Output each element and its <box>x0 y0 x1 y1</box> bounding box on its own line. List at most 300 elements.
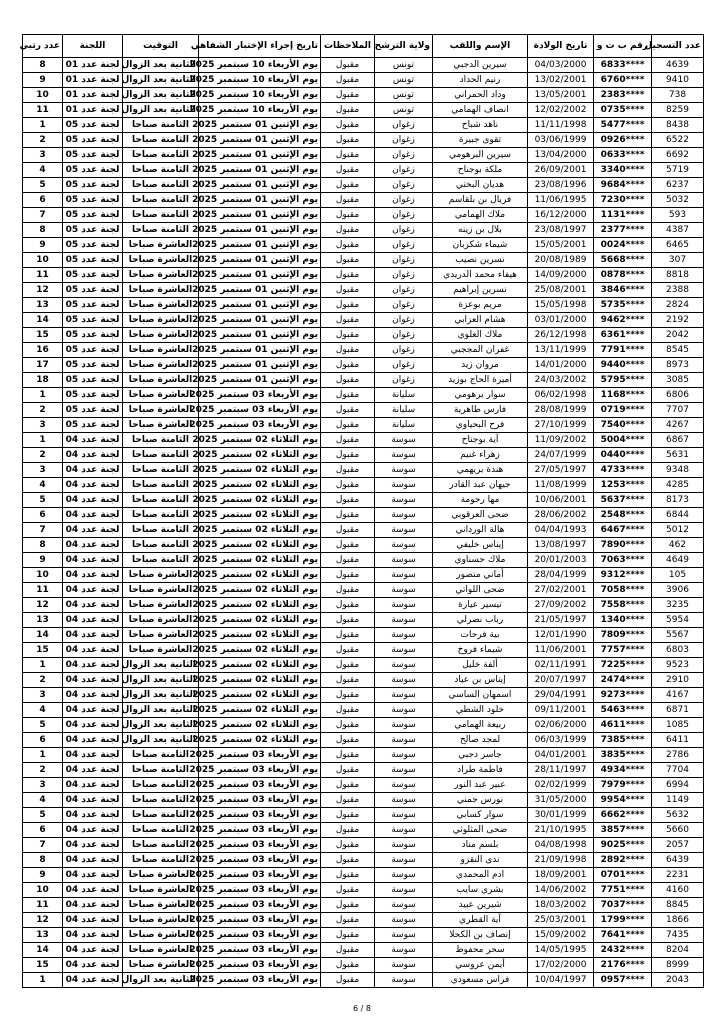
registration-number-cell: 8999 <box>652 958 704 973</box>
full-name-cell: شيماء شكربان <box>433 238 528 253</box>
rank-cell: 15 <box>23 643 63 658</box>
notes-cell: مقبول <box>321 118 375 133</box>
committee-cell: لجنة عدد 04 <box>63 643 123 658</box>
time-cell: الثامنة صباحا <box>123 523 199 538</box>
committee-cell: لجنة عدد 04 <box>63 703 123 718</box>
registration-number-cell: 105 <box>652 568 704 583</box>
full-name-cell: ملاك العلوي <box>433 328 528 343</box>
committee-cell: لجنة عدد 04 <box>63 688 123 703</box>
committee-cell: لجنة عدد 05 <box>63 418 123 433</box>
table-row <box>23 703 704 718</box>
birth-date-cell: 14/06/2002 <box>528 883 594 898</box>
registration-number-cell: 6465 <box>652 238 704 253</box>
governorate-cell: زغوان <box>375 313 433 328</box>
notes-cell: مقبول <box>321 358 375 373</box>
notes-cell: مقبول <box>321 208 375 223</box>
full-name-cell: مروان زيد <box>433 358 528 373</box>
governorate-cell: سوسة <box>375 643 433 658</box>
time-cell: الثامنة صباحا <box>123 838 199 853</box>
rank-cell: 10 <box>23 88 63 103</box>
governorate-cell: زغوان <box>375 268 433 283</box>
table-row <box>23 403 704 418</box>
full-name-cell: لمجد صالح <box>433 733 528 748</box>
rank-cell: 2 <box>23 403 63 418</box>
exam-date-cell: يوم الثلاثاء 02 سبتمبر 2025 <box>199 703 321 718</box>
committee-cell: لجنة عدد 04 <box>63 463 123 478</box>
committee-cell: لجنة عدد 01 <box>63 88 123 103</box>
id-number-cell: 7757**** <box>594 643 652 658</box>
time-cell: العاشرة صباحا <box>123 253 199 268</box>
committee-cell: لجنة عدد 05 <box>63 313 123 328</box>
registration-number-cell: 462 <box>652 538 704 553</box>
table-row <box>23 613 704 628</box>
exam-date-cell: يوم الثلاثاء 02 سبتمبر 2025 <box>199 478 321 493</box>
time-cell: الثانية بعد الزوال <box>123 718 199 733</box>
registration-number-cell: 593 <box>652 208 704 223</box>
table-row <box>23 253 704 268</box>
exam-date-cell: يوم الإثنين 01 سبتمبر 2025 <box>199 298 321 313</box>
id-number-cell: 5637**** <box>594 493 652 508</box>
birth-date-cell: 28/06/2002 <box>528 508 594 523</box>
birth-date-cell: 18/03/2002 <box>528 898 594 913</box>
governorate-cell: سوسة <box>375 613 433 628</box>
exam-date-cell: يوم الإثنين 01 سبتمبر 2025 <box>199 268 321 283</box>
registration-number-cell: 8204 <box>652 943 704 958</box>
exam-date-cell: يوم الإثنين 01 سبتمبر 2025 <box>199 223 321 238</box>
governorate-cell: زغوان <box>375 193 433 208</box>
exam-date-cell: يوم الأربعاء 03 سبتمبر 2025 <box>199 853 321 868</box>
birth-date-cell: 27/02/2001 <box>528 583 594 598</box>
exam-date-cell: يوم الأربعاء 03 سبتمبر 2025 <box>199 868 321 883</box>
birth-date-cell: 04/04/1993 <box>528 523 594 538</box>
id-number-cell: 5477**** <box>594 118 652 133</box>
governorate-cell: سوسة <box>375 538 433 553</box>
registration-number-cell: 8845 <box>652 898 704 913</box>
registration-number-cell: 6871 <box>652 703 704 718</box>
birth-date-cell: 04/01/2001 <box>528 748 594 763</box>
committee-cell: لجنة عدد 05 <box>63 328 123 343</box>
registration-number-cell: 4285 <box>652 478 704 493</box>
time-cell: الثامنة صباحا <box>123 778 199 793</box>
birth-date-cell: 25/08/2001 <box>528 283 594 298</box>
rank-cell: 4 <box>23 793 63 808</box>
table-row <box>23 208 704 223</box>
birth-date-cell: 13/02/2001 <box>528 73 594 88</box>
full-name-cell: هندة بريهمي <box>433 463 528 478</box>
table-row <box>23 898 704 913</box>
governorate-cell: سليانة <box>375 388 433 403</box>
notes-cell: مقبول <box>321 508 375 523</box>
committee-cell: لجنة عدد 04 <box>63 913 123 928</box>
exam-date-cell: يوم الثلاثاء 02 سبتمبر 2025 <box>199 493 321 508</box>
exam-date-cell: يوم الأربعاء 03 سبتمبر 2025 <box>199 388 321 403</box>
id-number-cell: 0735**** <box>594 103 652 118</box>
id-number-cell: 9273**** <box>594 688 652 703</box>
committee-cell: لجنة عدد 04 <box>63 523 123 538</box>
governorate-cell: سوسة <box>375 493 433 508</box>
exam-date-cell: يوم الأربعاء 03 سبتمبر 2025 <box>199 883 321 898</box>
committee-cell: لجنة عدد 04 <box>63 793 123 808</box>
rank-cell: 12 <box>23 598 63 613</box>
exam-date-cell: يوم الإثنين 01 سبتمبر 2025 <box>199 313 321 328</box>
notes-cell: مقبول <box>321 553 375 568</box>
rank-cell: 1 <box>23 388 63 403</box>
notes-cell: مقبول <box>321 913 375 928</box>
full-name-cell: فراس مسعودي <box>433 973 528 988</box>
notes-cell: مقبول <box>321 238 375 253</box>
committee-cell: لجنة عدد 04 <box>63 958 123 973</box>
governorate-cell: تونس <box>375 88 433 103</box>
exam-date-cell: يوم الثلاثاء 02 سبتمبر 2025 <box>199 643 321 658</box>
full-name-cell: سوار كسابي <box>433 808 528 823</box>
time-cell: العاشرة صباحا <box>123 598 199 613</box>
table-row <box>23 973 704 988</box>
committee-cell: لجنة عدد 04 <box>63 853 123 868</box>
registration-number-cell: 2192 <box>652 313 704 328</box>
id-number-cell: 3857**** <box>594 823 652 838</box>
table-row <box>23 763 704 778</box>
birth-date-cell: 06/03/1999 <box>528 733 594 748</box>
time-cell: الثانية بعد الزوال <box>123 88 199 103</box>
governorate-cell: سوسة <box>375 553 433 568</box>
exam-date-cell: يوم الثلاثاء 02 سبتمبر 2025 <box>199 658 321 673</box>
full-name-cell: مريم بوعزة <box>433 298 528 313</box>
rank-cell: 11 <box>23 103 63 118</box>
registration-number-cell: 2043 <box>652 973 704 988</box>
time-cell: العاشرة صباحا <box>123 388 199 403</box>
registration-number-cell: 6522 <box>652 133 704 148</box>
notes-cell: مقبول <box>321 583 375 598</box>
full-name-cell: اسمهان الساسي <box>433 688 528 703</box>
header-full-name: الإسم واللقب <box>433 35 528 58</box>
exam-date-cell: يوم الأربعاء 03 سبتمبر 2025 <box>199 958 321 973</box>
exam-date-cell: يوم الأربعاء 03 سبتمبر 2025 <box>199 418 321 433</box>
time-cell: العاشرة صباحا <box>123 898 199 913</box>
time-cell: العاشرة صباحا <box>123 583 199 598</box>
id-number-cell: 0878**** <box>594 268 652 283</box>
registration-number-cell: 8259 <box>652 103 704 118</box>
birth-date-cell: 21/09/1998 <box>528 853 594 868</box>
birth-date-cell: 12/02/2002 <box>528 103 594 118</box>
time-cell: العاشرة صباحا <box>123 643 199 658</box>
notes-cell: مقبول <box>321 133 375 148</box>
notes-cell: مقبول <box>321 493 375 508</box>
notes-cell: مقبول <box>321 178 375 193</box>
full-name-cell: بية فرحات <box>433 628 528 643</box>
time-cell: الثانية بعد الزوال <box>123 103 199 118</box>
rank-cell: 2 <box>23 673 63 688</box>
notes-cell: مقبول <box>321 943 375 958</box>
birth-date-cell: 21/05/1997 <box>528 613 594 628</box>
committee-cell: لجنة عدد 04 <box>63 538 123 553</box>
committee-cell: لجنة عدد 04 <box>63 763 123 778</box>
time-cell: العاشرة صباحا <box>123 913 199 928</box>
committee-cell: لجنة عدد 05 <box>63 178 123 193</box>
governorate-cell: زغوان <box>375 283 433 298</box>
id-number-cell: 6760**** <box>594 73 652 88</box>
full-name-cell: سوار برهومي <box>433 388 528 403</box>
full-name-cell: هشام العزابي <box>433 313 528 328</box>
time-cell: الثامنة صباحا <box>123 448 199 463</box>
rank-cell: 6 <box>23 193 63 208</box>
registration-number-cell: 4639 <box>652 58 704 73</box>
notes-cell: مقبول <box>321 253 375 268</box>
governorate-cell: زغوان <box>375 298 433 313</box>
rank-cell: 5 <box>23 808 63 823</box>
table-row <box>23 673 704 688</box>
exam-date-cell: يوم الثلاثاء 02 سبتمبر 2025 <box>199 538 321 553</box>
exam-date-cell: يوم الإثنين 01 سبتمبر 2025 <box>199 193 321 208</box>
committee-cell: لجنة عدد 05 <box>63 208 123 223</box>
table-row <box>23 598 704 613</box>
notes-cell: مقبول <box>321 223 375 238</box>
rank-cell: 6 <box>23 508 63 523</box>
exam-date-cell: يوم الإثنين 01 سبتمبر 2025 <box>199 358 321 373</box>
id-number-cell: 7890**** <box>594 538 652 553</box>
committee-cell: لجنة عدد 04 <box>63 553 123 568</box>
registration-number-cell: 5719 <box>652 163 704 178</box>
rank-cell: 11 <box>23 898 63 913</box>
table-row <box>23 358 704 373</box>
notes-cell: مقبول <box>321 388 375 403</box>
governorate-cell: سوسة <box>375 898 433 913</box>
id-number-cell: 1799**** <box>594 913 652 928</box>
notes-cell: مقبول <box>321 838 375 853</box>
governorate-cell: تونس <box>375 73 433 88</box>
time-cell: العاشرة صباحا <box>123 958 199 973</box>
time-cell: الثانية بعد الزوال <box>123 73 199 88</box>
registration-number-cell: 2786 <box>652 748 704 763</box>
exam-date-cell: يوم الأربعاء 10 سبتمبر 2025 <box>199 58 321 73</box>
full-name-cell: وداد الحمراني <box>433 88 528 103</box>
notes-cell: مقبول <box>321 463 375 478</box>
id-number-cell: 2383**** <box>594 88 652 103</box>
time-cell: الثامنة صباحا <box>123 163 199 178</box>
id-number-cell: 0701**** <box>594 868 652 883</box>
notes-cell: مقبول <box>321 448 375 463</box>
committee-cell: لجنة عدد 01 <box>63 58 123 73</box>
birth-date-cell: 11/08/1999 <box>528 478 594 493</box>
exam-date-cell: يوم الأربعاء 03 سبتمبر 2025 <box>199 793 321 808</box>
full-name-cell: غفران المججبي <box>433 343 528 358</box>
committee-cell: لجنة عدد 04 <box>63 568 123 583</box>
rank-cell: 16 <box>23 343 63 358</box>
time-cell: العاشرة صباحا <box>123 868 199 883</box>
birth-date-cell: 28/04/1999 <box>528 568 594 583</box>
notes-cell: مقبول <box>321 328 375 343</box>
committee-cell: لجنة عدد 01 <box>63 103 123 118</box>
birth-date-cell: 13/11/1999 <box>528 343 594 358</box>
notes-cell: مقبول <box>321 58 375 73</box>
id-number-cell: 7230**** <box>594 193 652 208</box>
id-number-cell: 0719**** <box>594 403 652 418</box>
id-number-cell: 5668**** <box>594 253 652 268</box>
table-header-row <box>23 35 704 58</box>
committee-cell: لجنة عدد 01 <box>63 73 123 88</box>
full-name-cell: أماني منصور <box>433 568 528 583</box>
committee-cell: لجنة عدد 05 <box>63 343 123 358</box>
exam-date-cell: يوم الثلاثاء 02 سبتمبر 2025 <box>199 733 321 748</box>
header-birth-date: تاريخ الولادة <box>528 35 594 58</box>
id-number-cell: 5004**** <box>594 433 652 448</box>
id-number-cell: 6467**** <box>594 523 652 538</box>
registration-number-cell: 5032 <box>652 193 704 208</box>
id-number-cell: 6662**** <box>594 808 652 823</box>
committee-cell: لجنة عدد 04 <box>63 943 123 958</box>
birth-date-cell: 11/11/1998 <box>528 118 594 133</box>
registration-number-cell: 6867 <box>652 433 704 448</box>
birth-date-cell: 11/06/1995 <box>528 193 594 208</box>
committee-cell: لجنة عدد 04 <box>63 898 123 913</box>
birth-date-cell: 24/07/1999 <box>528 448 594 463</box>
governorate-cell: سوسة <box>375 943 433 958</box>
registration-number-cell: 5631 <box>652 448 704 463</box>
id-number-cell: 9440**** <box>594 358 652 373</box>
id-number-cell: 7558**** <box>594 598 652 613</box>
governorate-cell: سوسة <box>375 868 433 883</box>
full-name-cell: مها رحومة <box>433 493 528 508</box>
governorate-cell: سوسة <box>375 523 433 538</box>
id-number-cell: 7063**** <box>594 553 652 568</box>
full-name-cell: جاسر دجبي <box>433 748 528 763</box>
exam-date-cell: يوم الأربعاء 03 سبتمبر 2025 <box>199 763 321 778</box>
rank-cell: 9 <box>23 553 63 568</box>
exam-date-cell: يوم الثلاثاء 02 سبتمبر 2025 <box>199 508 321 523</box>
notes-cell: مقبول <box>321 538 375 553</box>
full-name-cell: سيرين البرهومي <box>433 148 528 163</box>
birth-date-cell: 13/05/2001 <box>528 88 594 103</box>
full-name-cell: ملكة بوجناح <box>433 163 528 178</box>
header-notes: الملاحظات <box>321 35 375 58</box>
birth-date-cell: 27/09/2002 <box>528 598 594 613</box>
table-row <box>23 133 704 148</box>
birth-date-cell: 18/09/2001 <box>528 868 594 883</box>
exam-date-cell: يوم الإثنين 01 سبتمبر 2025 <box>199 253 321 268</box>
exam-date-cell: يوم الثلاثاء 02 سبتمبر 2025 <box>199 568 321 583</box>
rank-cell: 13 <box>23 613 63 628</box>
time-cell: الثانية بعد الزوال <box>123 703 199 718</box>
full-name-cell: تيسير عيارة <box>433 598 528 613</box>
birth-date-cell: 26/12/1998 <box>528 328 594 343</box>
registration-number-cell: 5012 <box>652 523 704 538</box>
full-name-cell: تقوى جبيرة <box>433 133 528 148</box>
time-cell: الثانية بعد الزوال <box>123 733 199 748</box>
registration-number-cell: 2057 <box>652 838 704 853</box>
governorate-cell: سليانة <box>375 403 433 418</box>
table-row <box>23 118 704 133</box>
governorate-cell: سليانة <box>375 418 433 433</box>
governorate-cell: سوسة <box>375 658 433 673</box>
governorate-cell: سوسة <box>375 688 433 703</box>
time-cell: الثامنة صباحا <box>123 433 199 448</box>
exam-date-cell: يوم الأربعاء 03 سبتمبر 2025 <box>199 943 321 958</box>
governorate-cell: سوسة <box>375 673 433 688</box>
time-cell: الثامنة صباحا <box>123 223 199 238</box>
governorate-cell: سوسة <box>375 958 433 973</box>
time-cell: الثامنة صباحا <box>123 463 199 478</box>
registration-number-cell: 6237 <box>652 178 704 193</box>
time-cell: العاشرة صباحا <box>123 943 199 958</box>
birth-date-cell: 04/03/2000 <box>528 58 594 73</box>
time-cell: الثامنة صباحا <box>123 193 199 208</box>
notes-cell: مقبول <box>321 568 375 583</box>
table-row <box>23 523 704 538</box>
registration-number-cell: 307 <box>652 253 704 268</box>
birth-date-cell: 12/01/1990 <box>528 628 594 643</box>
notes-cell: مقبول <box>321 808 375 823</box>
table-row <box>23 223 704 238</box>
committee-cell: لجنة عدد 04 <box>63 823 123 838</box>
registration-number-cell: 6803 <box>652 643 704 658</box>
id-number-cell: 0926**** <box>594 133 652 148</box>
notes-cell: مقبول <box>321 688 375 703</box>
exam-date-cell: يوم الأربعاء 03 سبتمبر 2025 <box>199 928 321 943</box>
birth-date-cell: 06/02/1998 <box>528 388 594 403</box>
governorate-cell: سوسة <box>375 973 433 988</box>
governorate-cell: سوسة <box>375 928 433 943</box>
id-number-cell: 7641**** <box>594 928 652 943</box>
rank-cell: 3 <box>23 778 63 793</box>
full-name-cell: هيفاء محمد الدريدي <box>433 268 528 283</box>
full-name-cell: سيرين الدجبي <box>433 58 528 73</box>
registration-number-cell: 6692 <box>652 148 704 163</box>
notes-cell: مقبول <box>321 928 375 943</box>
committee-cell: لجنة عدد 05 <box>63 118 123 133</box>
registration-number-cell: 6806 <box>652 388 704 403</box>
full-name-cell: ملاك حسناوي <box>433 553 528 568</box>
rank-cell: 1 <box>23 748 63 763</box>
registration-number-cell: 6994 <box>652 778 704 793</box>
notes-cell: مقبول <box>321 793 375 808</box>
id-number-cell: 2432**** <box>594 943 652 958</box>
birth-date-cell: 13/04/2000 <box>528 148 594 163</box>
rank-cell: 7 <box>23 838 63 853</box>
id-number-cell: 9462**** <box>594 313 652 328</box>
time-cell: العاشرة صباحا <box>123 928 199 943</box>
time-cell: الثانية بعد الزوال <box>123 58 199 73</box>
table-row <box>23 283 704 298</box>
governorate-cell: سوسة <box>375 838 433 853</box>
registration-number-cell: 5660 <box>652 823 704 838</box>
time-cell: الثامنة صباحا <box>123 178 199 193</box>
rank-cell: 1 <box>23 118 63 133</box>
id-number-cell: 0957**** <box>594 973 652 988</box>
registration-number-cell: 6844 <box>652 508 704 523</box>
id-number-cell: 7809**** <box>594 628 652 643</box>
governorate-cell: سوسة <box>375 583 433 598</box>
registration-number-cell: 5954 <box>652 613 704 628</box>
registration-number-cell: 8173 <box>652 493 704 508</box>
governorate-cell: سوسة <box>375 508 433 523</box>
birth-date-cell: 14/09/2000 <box>528 268 594 283</box>
table-row <box>23 868 704 883</box>
full-name-cell: ربيعة الهمامي <box>433 718 528 733</box>
time-cell: الثامنة صباحا <box>123 763 199 778</box>
rank-cell: 7 <box>23 208 63 223</box>
governorate-cell: سوسة <box>375 853 433 868</box>
time-cell: العاشرة صباحا <box>123 298 199 313</box>
notes-cell: مقبول <box>321 823 375 838</box>
notes-cell: مقبول <box>321 613 375 628</box>
rank-cell: 12 <box>23 913 63 928</box>
full-name-cell: ألفة خليل <box>433 658 528 673</box>
full-name-cell: إيناس بن عياد <box>433 673 528 688</box>
table-row <box>23 463 704 478</box>
id-number-cell: 7225**** <box>594 658 652 673</box>
birth-date-cell: 30/01/1999 <box>528 808 594 823</box>
full-name-cell: بلال بن زينه <box>433 223 528 238</box>
table-row <box>23 838 704 853</box>
